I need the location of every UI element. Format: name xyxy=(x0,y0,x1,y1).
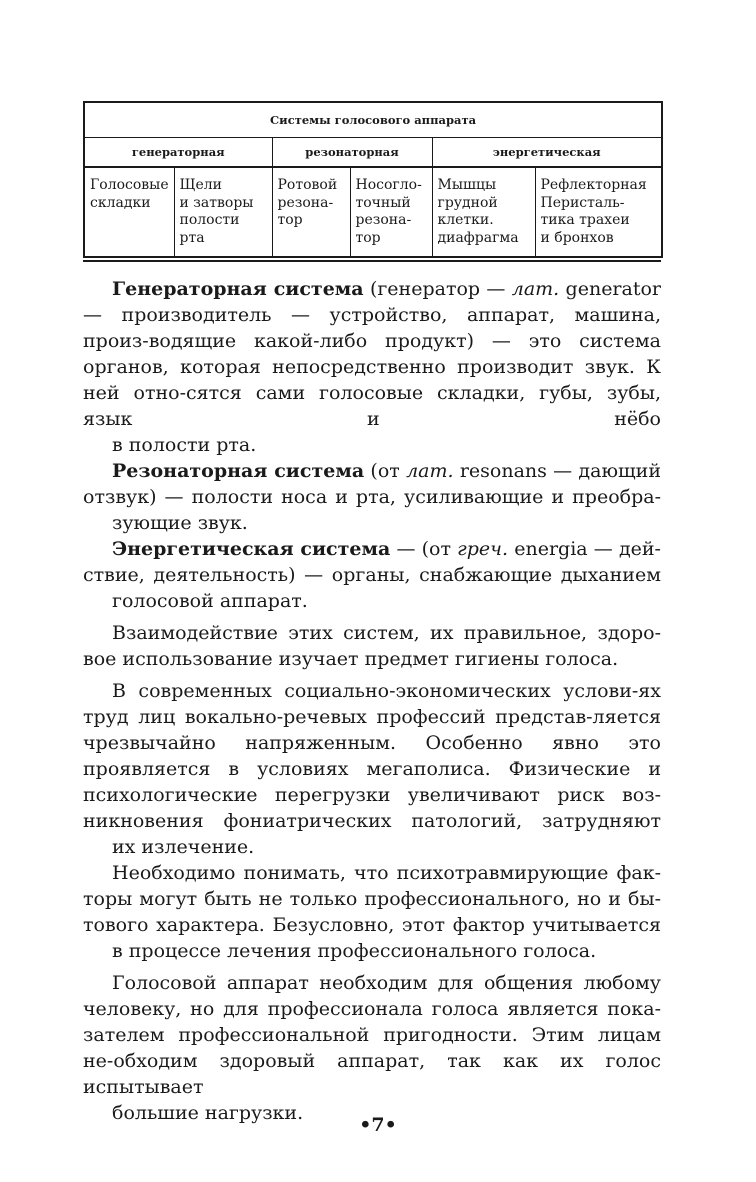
text-span: Взаимодействие этих систем, их правильное, здоро- xyxy=(112,622,661,644)
text-last-line: в процессе лечения профессионального голоса. xyxy=(112,940,597,962)
table-cell: Голосовые складки xyxy=(84,167,174,257)
text-span: (генератор — xyxy=(363,278,512,300)
paragraph-generator xyxy=(83,276,661,458)
text-span: Голосовой аппарат необходим для общения любому человеку, но для профессионала голоса является пока-зателем профессиональной пригодности. Этим лицам не-обходим здоровый аппарат, так как их голос испытывает xyxy=(83,972,661,1098)
table-title: Системы голосового аппарата xyxy=(84,102,662,138)
table-cell: Щели и затворы полости рта xyxy=(174,167,272,257)
text-last-line: вое использование изучает предмет гигиены голоса. xyxy=(83,648,619,670)
paragraph-interaction xyxy=(83,620,661,672)
paragraph-professional xyxy=(83,970,661,1126)
text-italic: лат. xyxy=(511,278,560,300)
paragraph-factors xyxy=(83,860,661,964)
group-resonator: резонаторная xyxy=(272,138,432,168)
text-italic: лат. xyxy=(406,460,454,482)
group-energy: энергетическая xyxy=(432,138,662,168)
paragraph-energy xyxy=(83,536,661,614)
page-number: •7• xyxy=(359,1114,397,1136)
body-text xyxy=(83,276,661,1126)
text-span: В современных социально-экономических услови-ях труд лиц вокально-речевых профессий представ-ляется чрезвычайно напряженным. Особенно явно это проявляется в условиях мегаполиса. Физические и психологические перегрузки увеличивают риск воз-никновения фониатрических патологий, затрудняют xyxy=(83,680,661,832)
table-cell: Мышцы грудной клетки. диафрагма xyxy=(432,167,535,257)
text-last-line: большие нагрузки. xyxy=(112,1102,304,1124)
text-last-line: голосовой аппарат. xyxy=(112,590,308,612)
table-cell: Ротовой резона- тор xyxy=(272,167,350,257)
text-span: Необходимо понимать, что психотравмирующие фак-торы могут быть не только профессионального, но и бы-тового характера. Безусловно, этот фактор учитывается xyxy=(83,862,661,936)
text-last-line: их излечение. xyxy=(112,836,255,858)
text-span: energia — дей-ствие, деятельность) — органы, снабжающие дыханием xyxy=(83,538,661,586)
text-span: generator — производитель — устройство, аппарат, машина, произ-водящие какой-либо продукт) — это система органов, которая непосредственно производит звук. К ней отно-сятся сами голосовые складки, губы, зубы, язык и нёбо xyxy=(83,278,662,430)
group-generator: генераторная xyxy=(84,138,272,168)
table-cell: Носогло- точный резона- тор xyxy=(350,167,432,257)
term-energy: Энергетическая система xyxy=(112,538,391,560)
table-bottom-rule xyxy=(83,260,661,262)
text-span: resonans — дающий отзвук) — полости носа и рта, усиливающие и преобра- xyxy=(83,460,661,508)
table-cell: Рефлекторная Перисталь- тика трахеи и бронхов xyxy=(535,167,662,257)
voice-systems-table xyxy=(83,101,663,258)
paragraph-conditions xyxy=(83,678,661,860)
text-last-line: в полости рта. xyxy=(112,434,257,456)
paragraph-resonator xyxy=(83,458,661,536)
text-last-line: зующие звук. xyxy=(112,512,248,534)
text-span: (от xyxy=(364,460,407,482)
text-italic: греч. xyxy=(457,538,509,560)
term-resonator: Резонаторная система xyxy=(112,460,365,482)
voice-systems-table-wrap xyxy=(83,101,661,258)
term-generator: Генераторная система xyxy=(112,278,364,300)
text-span: — (от xyxy=(390,538,458,560)
